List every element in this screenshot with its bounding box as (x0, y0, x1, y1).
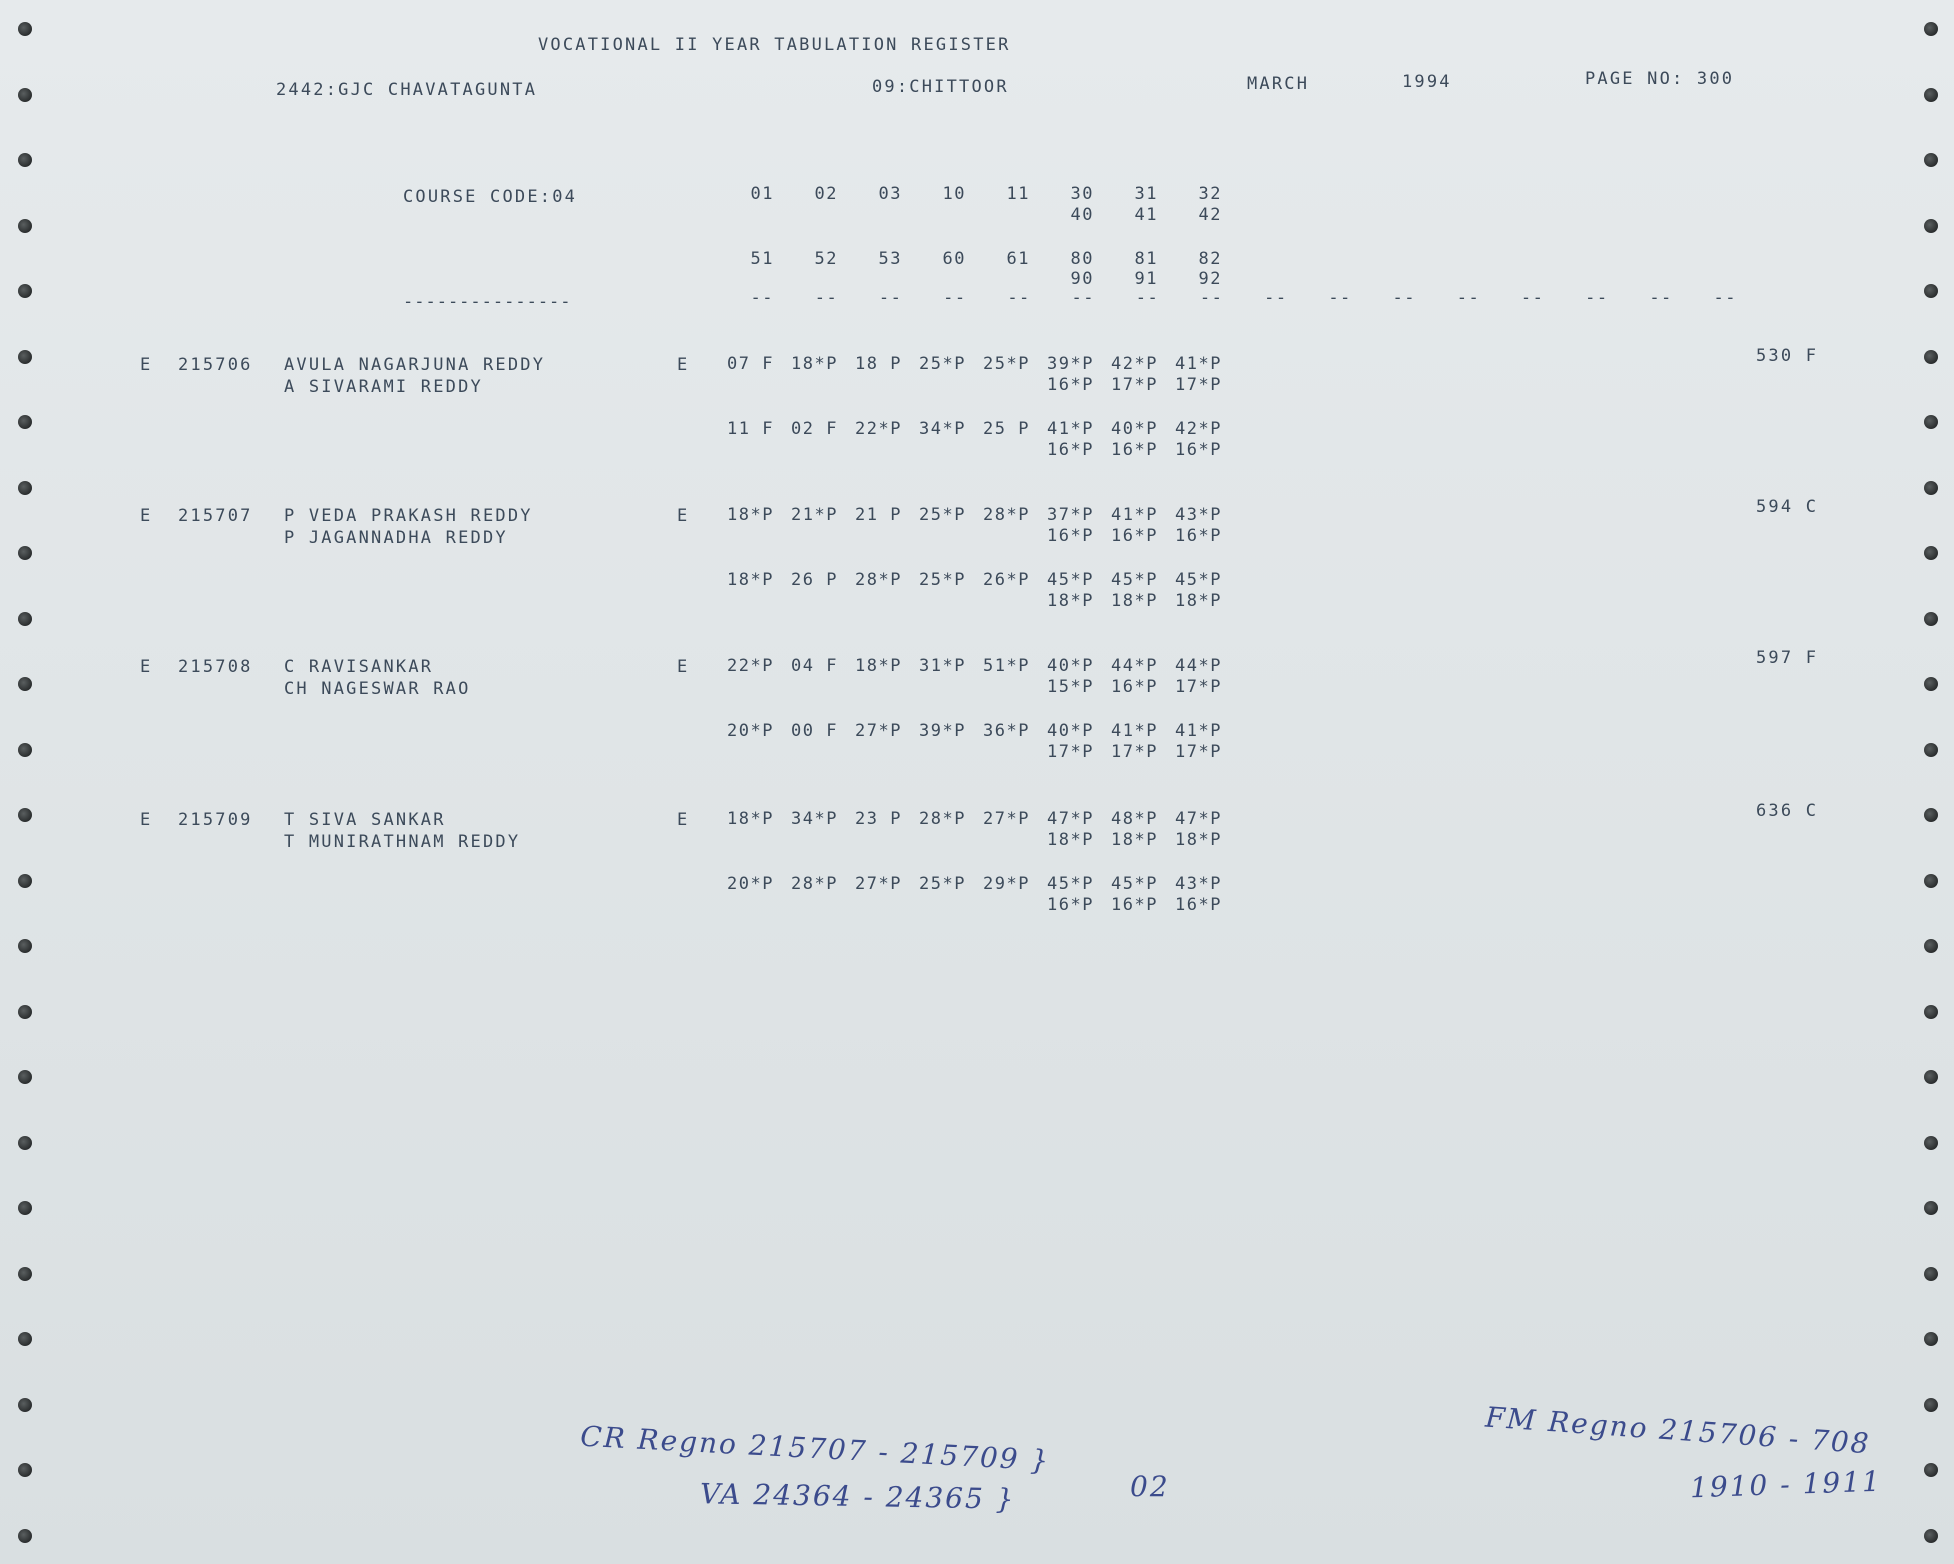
tractor-hole (1924, 284, 1938, 298)
subject-code: 52 (814, 249, 838, 269)
column-dash: -- (1007, 288, 1031, 308)
mark-cell: 36*P (983, 721, 1030, 741)
subject-code: 92 (1198, 269, 1222, 289)
mark-cell: 02 F (791, 419, 838, 439)
mark-cell: 16*P (1047, 895, 1094, 915)
total-result: 594 C (1756, 497, 1819, 517)
tractor-hole (1924, 874, 1938, 888)
tractor-hole (1924, 808, 1938, 822)
mark-cell: 16*P (1175, 526, 1222, 546)
left-tractor-holes (0, 0, 40, 1564)
tractor-hole (18, 677, 32, 691)
subject-code: 30 (1070, 184, 1094, 204)
mark-cell: 28*P (791, 874, 838, 894)
tractor-hole (18, 284, 32, 298)
mark-cell: 17*P (1111, 375, 1158, 395)
mark-cell: 45*P (1047, 570, 1094, 590)
tractor-hole (18, 1398, 32, 1412)
mark-cell: 17*P (1175, 375, 1222, 395)
mark-cell: 25 P (983, 419, 1030, 439)
column-dash: -- (878, 288, 903, 308)
mark-cell: 27*P (855, 721, 902, 741)
mark-cell: 22*P (727, 656, 774, 676)
right-tractor-holes (1914, 0, 1954, 1564)
mark-cell: 34*P (919, 419, 966, 439)
mark-cell: 16*P (1111, 526, 1158, 546)
mark-cell: 27*P (983, 809, 1030, 829)
mark-cell: 28*P (855, 570, 902, 590)
mark-cell: 45*P (1111, 874, 1158, 894)
father-name: T MUNIRATHNAM REDDY (284, 832, 521, 852)
tractor-hole (1924, 1529, 1938, 1543)
mark-cell: 00 F (791, 721, 838, 741)
mark-cell: 41*P (1111, 721, 1158, 741)
mark-cell: 22*P (855, 419, 902, 439)
mark-cell: 17*P (1175, 677, 1222, 697)
mark-cell: 16*P (1175, 895, 1222, 915)
tractor-hole (18, 743, 32, 757)
subject-code: 32 (1198, 184, 1222, 204)
mark-cell: 18*P (1175, 830, 1222, 850)
mark-cell: 45*P (1047, 874, 1094, 894)
mark-cell: 25*P (919, 354, 966, 374)
tractor-hole (18, 1005, 32, 1019)
mark-cell: 17*P (1047, 742, 1094, 762)
column-dash: -- (1649, 288, 1673, 308)
mark-cell: 11 F (727, 419, 774, 439)
tractor-hole (1924, 219, 1938, 233)
mark-cell: 16*P (1047, 375, 1094, 395)
mark-cell: 18 P (855, 354, 902, 374)
mark-cell: 44*P (1111, 656, 1158, 676)
mark-cell: 45*P (1111, 570, 1158, 590)
subject-code: 51 (750, 249, 774, 269)
mark-cell: 47*P (1175, 809, 1222, 829)
mark-cell: 25*P (919, 505, 966, 525)
mark-cell: 17*P (1175, 742, 1222, 762)
exam-month: MARCH (1247, 74, 1310, 94)
tractor-hole (18, 1267, 32, 1281)
tractor-hole (1924, 1332, 1938, 1346)
father-name: A SIVARAMI REDDY (284, 377, 483, 397)
column-dash: -- (1071, 288, 1095, 308)
mark-cell: 18*P (1111, 591, 1158, 611)
language-code: E (677, 355, 690, 375)
tractor-hole (18, 350, 32, 364)
mark-cell: 15*P (1047, 677, 1094, 697)
course-code-underline: --------------- (403, 292, 572, 312)
mark-cell: 31*P (919, 656, 966, 676)
mark-cell: 23 P (855, 809, 902, 829)
mark-cell: 16*P (1047, 440, 1094, 460)
mark-cell: 18*P (855, 656, 902, 676)
tractor-hole (1924, 1201, 1938, 1215)
mark-cell: 43*P (1175, 874, 1222, 894)
mark-cell: 25*P (919, 874, 966, 894)
course-code-label: COURSE CODE:04 (403, 187, 578, 207)
language-code: E (677, 657, 690, 677)
mark-cell: 16*P (1111, 440, 1158, 460)
mark-cell: 26 P (791, 570, 838, 590)
register-title: VOCATIONAL II YEAR TABULATION REGISTER (538, 35, 1011, 55)
subject-code: 91 (1134, 269, 1158, 289)
column-dash: -- (1264, 288, 1288, 308)
column-dash: -- (1135, 288, 1160, 308)
mark-cell: 18*P (1047, 591, 1094, 611)
mark-cell: 37*P (1047, 505, 1094, 525)
tractor-hole (18, 939, 32, 953)
mark-cell: 44*P (1175, 656, 1222, 676)
tractor-hole (1924, 153, 1938, 167)
mark-cell: 18*P (727, 570, 774, 590)
tractor-hole (18, 415, 32, 429)
mark-cell: 16*P (1111, 677, 1158, 697)
tractor-hole (18, 1463, 32, 1477)
subject-code: 10 (942, 184, 966, 204)
tractor-hole (18, 1201, 32, 1215)
mark-cell: 18*P (1047, 830, 1094, 850)
mark-cell: 51*P (983, 656, 1030, 676)
tractor-hole (18, 88, 32, 102)
tractor-hole (1924, 612, 1938, 626)
mark-cell: 20*P (727, 721, 774, 741)
mark-cell: 40*P (1047, 721, 1094, 741)
tractor-hole (1924, 1136, 1938, 1150)
tractor-hole (1924, 677, 1938, 691)
tractor-hole (1924, 481, 1938, 495)
mark-cell: 42*P (1111, 354, 1158, 374)
father-name: P JAGANNADHA REDDY (284, 528, 508, 548)
mark-cell: 40*P (1111, 419, 1158, 439)
mark-cell: 39*P (919, 721, 966, 741)
subject-code: 40 (1070, 205, 1094, 225)
column-dash: -- (750, 288, 774, 308)
language-code: E (677, 506, 690, 526)
subject-code: 80 (1070, 249, 1094, 269)
register-number: 215709 (178, 810, 253, 830)
medium-code: E (140, 355, 153, 375)
medium-code: E (140, 657, 153, 677)
page-number: PAGE NO: 300 (1585, 69, 1735, 89)
tractor-hole (1924, 1267, 1938, 1281)
mark-cell: 04 F (791, 656, 838, 676)
total-result: 636 C (1756, 801, 1819, 821)
register-number: 215707 (178, 506, 253, 526)
exam-year: 1994 (1402, 72, 1452, 92)
tractor-hole (18, 1070, 32, 1084)
mark-cell: 27*P (855, 874, 902, 894)
subject-code: 03 (878, 184, 902, 204)
mark-cell: 21 P (855, 505, 902, 525)
handwritten-note-line2: VA 24364 - 24365 } (699, 1477, 1016, 1516)
mark-cell: 18*P (727, 809, 774, 829)
mark-cell: 41*P (1111, 505, 1158, 525)
student-name: T SIVA SANKAR (284, 810, 446, 830)
mark-cell: 48*P (1111, 809, 1158, 829)
mark-cell: 43*P (1175, 505, 1222, 525)
tractor-hole (1924, 415, 1938, 429)
subject-code: 11 (1006, 184, 1030, 204)
tractor-hole (1924, 546, 1938, 560)
column-dash: -- (814, 288, 839, 308)
mark-cell: 47*P (1047, 809, 1094, 829)
tractor-hole (1924, 939, 1938, 953)
mark-cell: 17*P (1111, 742, 1158, 762)
subject-code: 02 (814, 184, 838, 204)
tractor-hole (18, 481, 32, 495)
mark-cell: 45*P (1175, 570, 1222, 590)
mark-cell: 28*P (983, 505, 1030, 525)
mark-cell: 26*P (983, 570, 1030, 590)
mark-cell: 16*P (1111, 895, 1158, 915)
student-name: AVULA NAGARJUNA REDDY (284, 355, 546, 375)
mark-cell: 41*P (1175, 721, 1222, 741)
mark-cell: 34*P (791, 809, 838, 829)
subject-code: 81 (1134, 249, 1158, 269)
mark-cell: 18*P (1175, 591, 1222, 611)
tractor-hole (18, 874, 32, 888)
handwritten-note-right1: FM Regno 215706 - 708 (1484, 1400, 1872, 1461)
handwritten-note-suffix: 02 (1130, 1470, 1170, 1503)
tractor-hole (18, 1136, 32, 1150)
mark-cell: 18*P (791, 354, 838, 374)
register-number: 215706 (178, 355, 253, 375)
column-dash: -- (943, 288, 967, 308)
tractor-hole (18, 546, 32, 560)
column-dash: -- (1520, 288, 1545, 308)
column-dash: -- (1713, 288, 1737, 308)
medium-code: E (140, 810, 153, 830)
mark-cell: 39*P (1047, 354, 1094, 374)
subject-code: 41 (1134, 205, 1158, 225)
handwritten-note-line1: CR Regno 215707 - 215709 } (579, 1419, 1052, 1478)
mark-cell: 25*P (983, 354, 1030, 374)
mark-cell: 16*P (1175, 440, 1222, 460)
mark-cell: 28*P (919, 809, 966, 829)
tractor-hole (1924, 22, 1938, 36)
column-dash: -- (1456, 288, 1481, 308)
tractor-hole (1924, 88, 1938, 102)
subject-code: 42 (1198, 205, 1222, 225)
mark-cell: 29*P (983, 874, 1030, 894)
mark-cell: 41*P (1175, 354, 1222, 374)
tractor-hole (1924, 350, 1938, 364)
register-number: 215708 (178, 657, 253, 677)
tractor-hole (18, 22, 32, 36)
mark-cell: 16*P (1047, 526, 1094, 546)
total-result: 597 F (1756, 648, 1819, 668)
student-name: C RAVISANKAR (284, 657, 434, 677)
tractor-hole (18, 612, 32, 626)
father-name: CH NAGESWAR RAO (284, 679, 471, 699)
tractor-hole (1924, 1463, 1938, 1477)
college-name: 2442:GJC CHAVATAGUNTA (276, 80, 538, 100)
column-dash: -- (1328, 288, 1352, 308)
district-name: 09:CHITTOOR (872, 77, 1009, 97)
column-dash: -- (1585, 288, 1609, 308)
subject-code: 60 (942, 249, 966, 269)
tractor-hole (18, 808, 32, 822)
language-code: E (677, 810, 690, 830)
mark-cell: 07 F (727, 354, 774, 374)
mark-cell: 21*P (791, 505, 838, 525)
mark-cell: 18*P (1111, 830, 1158, 850)
column-dash: -- (1392, 288, 1416, 308)
subject-code: 31 (1134, 184, 1158, 204)
tractor-hole (18, 1529, 32, 1543)
mark-cell: 25*P (919, 570, 966, 590)
mark-cell: 18*P (727, 505, 774, 525)
mark-cell: 40*P (1047, 656, 1094, 676)
total-result: 530 F (1756, 346, 1819, 366)
handwritten-note-right2: 1910 - 1911 (1689, 1464, 1883, 1505)
mark-cell: 20*P (727, 874, 774, 894)
subject-code: 01 (750, 184, 774, 204)
tractor-hole (18, 1332, 32, 1346)
tractor-hole (1924, 1070, 1938, 1084)
student-name: P VEDA PRAKASH REDDY (284, 506, 533, 526)
mark-cell: 41*P (1047, 419, 1094, 439)
column-dash: -- (1199, 288, 1224, 308)
tractor-hole (1924, 743, 1938, 757)
subject-code: 53 (878, 249, 902, 269)
mark-cell: 42*P (1175, 419, 1222, 439)
tractor-hole (18, 219, 32, 233)
subject-code: 82 (1198, 249, 1222, 269)
subject-code: 61 (1006, 249, 1030, 269)
tractor-hole (1924, 1398, 1938, 1412)
tractor-hole (1924, 1005, 1938, 1019)
medium-code: E (140, 506, 153, 526)
tractor-hole (18, 153, 32, 167)
subject-code: 90 (1070, 269, 1094, 289)
